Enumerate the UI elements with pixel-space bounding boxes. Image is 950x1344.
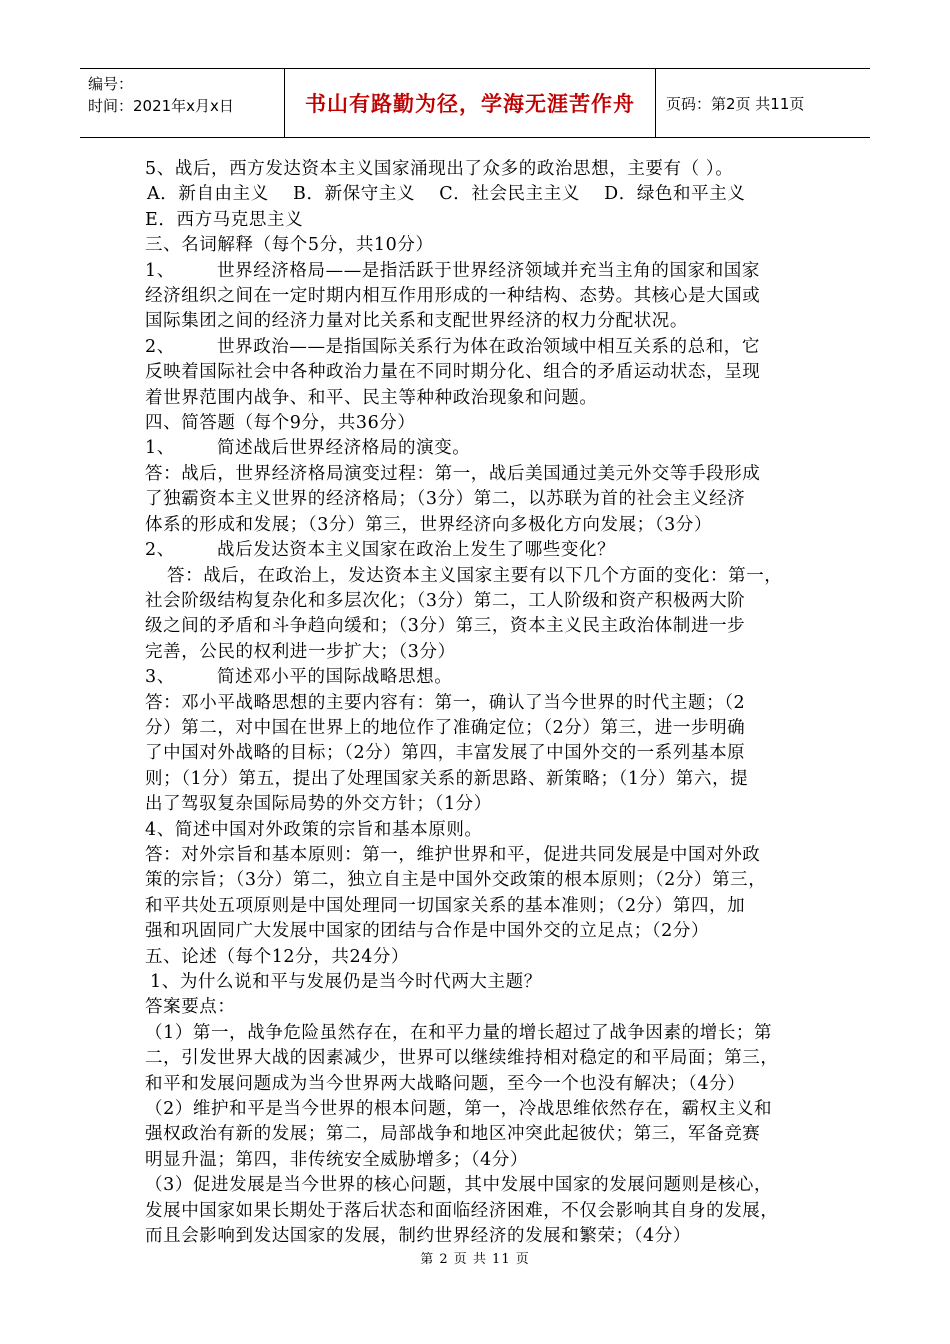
s5-point-2-line: 明显升温；第四，非传统安全威胁增多；（4分） (145, 1149, 529, 1170)
term2-number: 2、 (145, 336, 175, 357)
s5-point-3-line: 而且会影响到发达国家的发展，制约世界经济的发展和繁荣；（4分） (145, 1226, 691, 1247)
s5-point-1-line: （1）第一，战争危险虽然存在，在和平力量的增长超过了战争因素的增长；第 (145, 1022, 773, 1043)
s4-answer-1-line: 体系的形成和发展；（3分）第三，世界经济向多极化方向发展；（3分） (145, 514, 713, 535)
s4-answer-4-line: 和平共处五项原则是中国处理同一切国家关系的基本准则；（2分）第四，加 (145, 895, 746, 916)
s4-q1-text: 简述战后世界经济格局的演变。 (217, 438, 471, 459)
s5-key-label: 答案要点： (145, 997, 236, 1018)
page-footer: 第 2 页 共 11 页 (420, 1252, 530, 1267)
header-number-label: 编号： (88, 75, 134, 93)
s5-point-2-line: （2）维护和平是当今世界的根本问题，第一，冷战思维依然存在，霸权主义和 (145, 1099, 773, 1120)
s5-point-1-line: 和平和发展问题成为当今世界两大战略问题，至今一个也没有解决；（4分） (145, 1073, 746, 1094)
header-time-label: 时间：2021年x月x日 (88, 97, 234, 115)
s5-question-1: 1、为什么说和平与发展仍是当今时代两大主题？ (150, 972, 542, 992)
s5-point-3-line: （3）促进发展是当今世界的核心问题，其中发展中国家的发展问题则是核心， (145, 1175, 773, 1196)
s4-question-4: 4、简述中国对外政策的宗旨和基本原则。 (145, 819, 483, 840)
q5-options (145, 182, 815, 207)
s4-answer-3-line: 了中国对外战略的目标；（2分）第四，丰富发展了中国外交的一系列基本原 (145, 743, 746, 764)
term1-text: 世界经济格局——是指活跃于世界经济领域并充当主角的国家和国家 (217, 260, 760, 281)
q5-option-a: A．新自由主义 (147, 184, 269, 205)
s4-answer-3-line: 则；（1分）第五，提出了处理国家关系的新思路、新策略；（1分）第六，提 (145, 768, 749, 789)
q5-question: 5、战后，西方发达资本主义国家涌现出了众多的政治思想，主要有（ ）。 (145, 159, 734, 179)
term2-line: 着世界范围内战争、和平、民主等种种政治现象和问题。 (145, 387, 598, 408)
s4-question-2 (145, 538, 815, 563)
s4-answer-3-line: 分）第二，对中国在世界上的地位作了准确定位；（2分）第三，进一步明确 (145, 717, 746, 738)
section4-title: 四、简答题（每个9分，共36分） (145, 413, 416, 434)
s4-answer-2-line: 社会阶级结构复杂化和多层次化；（3分）第二，工人阶级和资产积极两大阶 (145, 590, 746, 611)
s4-answer-4-line: 策的宗旨；（3分）第二，独立自主是中国外交政策的根本原则；（2分）第三， (145, 870, 767, 891)
header-motto: 书山有路勤为径，学海无涯苦作舟 (284, 69, 656, 137)
term2-line (145, 335, 815, 360)
s4-q2-number: 2、 (145, 540, 175, 561)
page-header (80, 68, 870, 138)
s4-question-3 (145, 665, 815, 690)
term2-text: 世界政治——是指国际关系行为体在政治领域中相互关系的总和，它 (217, 336, 760, 357)
s4-answer-2-line: 级之间的矛盾和斗争趋向缓和；（3分）第三，资本主义民主政治体制进一步 (145, 616, 746, 637)
s4-answer-4-line: 答：对外宗旨和基本原则：第一，维护世界和平，促进共同发展是中国对外政 (145, 844, 761, 865)
s4-answer-3-line: 答：邓小平战略思想的主要内容有：第一，确认了当今世界的时代主题；（2 (145, 692, 746, 713)
section3-title: 三、名词解释（每个5分，共10分） (145, 235, 434, 256)
section5-title: 五、论述（每个12分，共24分） (145, 946, 410, 967)
q5-option-e: E．西方马克思主义 (145, 209, 304, 230)
header-page-label: 页码：第2页 共11页 (666, 95, 805, 113)
q5-option-b: B．新保守主义 (293, 184, 416, 205)
s4-answer-4-line: 强和巩固同广大发展中国家的团结与合作是中国外交的立足点；（2分） (145, 921, 710, 942)
s4-q3-text: 简述邓小平的国际战略思想。 (217, 667, 453, 688)
s4-q2-text: 战后发达资本主义国家在政治上发生了哪些变化？ (217, 540, 616, 561)
s4-answer-2-first: 答：战后，在政治上，发达资本主义国家主要有以下几个方面的变化：第一， (167, 565, 783, 586)
term1-line: 国际集团之间的经济力量对比关系和支配世界经济的权力分配状况。 (145, 311, 688, 332)
s4-answer-2-line: 完善，公民的权利进一步扩大；（3分） (145, 641, 456, 662)
s4-q3-number: 3、 (145, 667, 175, 688)
q5-option-c: C．社会民主主义 (439, 184, 580, 205)
term1-line: 经济组织之间在一定时期内相互作用形成的一种结构、态势。其核心是大国或 (145, 286, 761, 307)
term1-line (145, 259, 815, 284)
term2-line: 反映着国际社会中各种政治力量在不同时期分化、组合的矛盾运动状态，呈现 (145, 362, 761, 383)
s5-point-2-line: 强权政治有新的发展；第二，局部战争和地区冲突此起彼伏；第三，军备竞赛 (145, 1124, 761, 1145)
header-meta (80, 69, 284, 137)
s4-answer-1-line: 了独霸资本主义世界的经济格局；（3分）第二，以苏联为首的社会主义经济 (145, 489, 746, 510)
s4-answer-3-line: 出了驾驭复杂国际局势的外交方针；（1分） (145, 794, 492, 815)
s5-point-1-line: 二，引发世界大战的因素减少，世界可以继续维持相对稳定的和平局面；第三， (145, 1048, 779, 1069)
s4-question-1 (145, 436, 815, 461)
s5-point-3-line: 发展中国家如果长期处于落后状态和面临经济困难，不仅会影响其自身的发展， (145, 1200, 779, 1221)
s4-q1-number: 1、 (145, 438, 175, 459)
document-body (145, 157, 815, 1249)
q5-option-d: D．绿色和平主义 (604, 184, 746, 205)
s4-answer-1-line: 答：战后，世界经济格局演变过程：第一，战后美国通过美元外交等手段形成 (145, 463, 761, 484)
term1-number: 1、 (145, 260, 175, 281)
